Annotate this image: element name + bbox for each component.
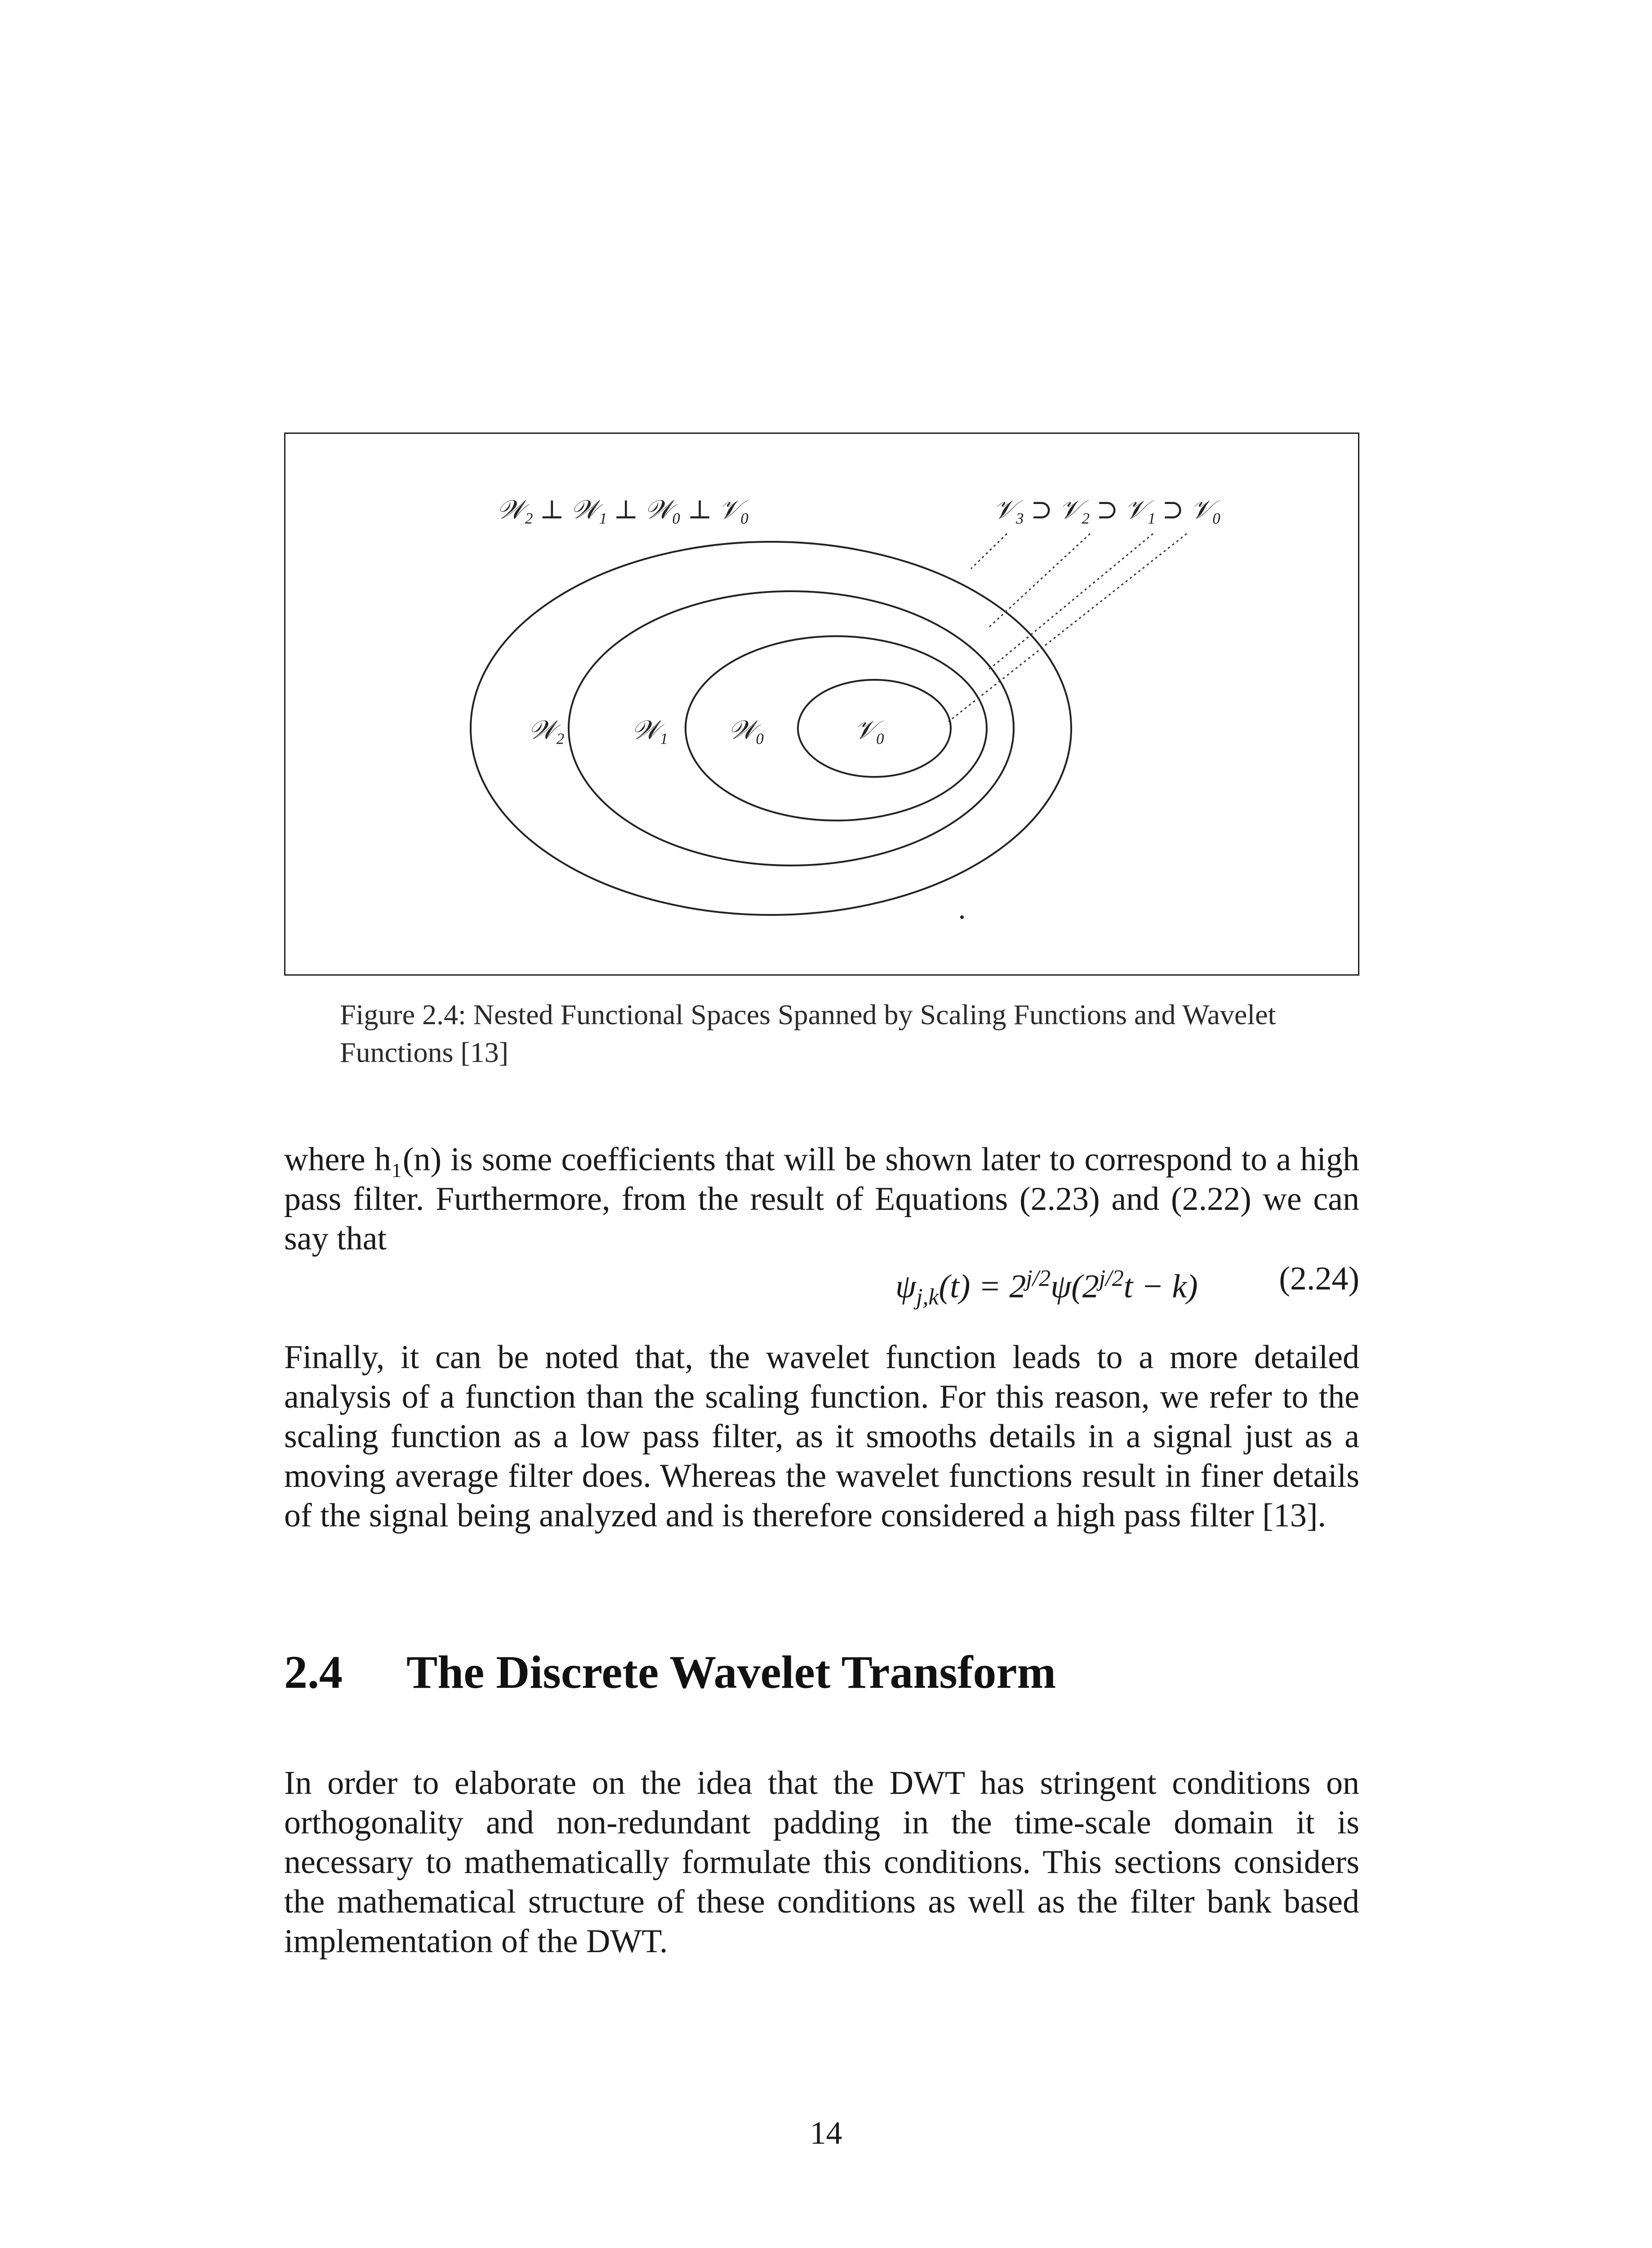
section-number: 2.4 [284, 1646, 343, 1698]
paragraph-intro: where h₁(n) is some coefficients that will be shown later to correspond to a high pass filter. Furthermore, from the result of Equations (2.23) and (2.22) we can say that [284, 1141, 1359, 1257]
nested-spaces-label: 𝒱₃ ⊃ 𝒱₂ ⊃ 𝒱₁ ⊃ 𝒱₀ [993, 495, 1221, 524]
paragraph-dwt-intro: In order to elaborate on the idea that the DWT has stringent conditions on orthogonality and non-redundant padding in the time-scale domain it is necessary to mathematically formulate this conditions. This sections considers the mathematical structure of these conditions as well as the filter bank based implementation of the DWT. [284, 1765, 1359, 1960]
ring-label-w0: 𝒲₀ [728, 715, 765, 745]
figure-nested-spaces [284, 433, 1359, 976]
ring-label-v0: 𝒱₀ [854, 715, 885, 745]
paragraph-wavelet-vs-scaling: Finally, it can be noted that, the wavelet function leads to a more detailed analysis of a function than the scaling function. For this reason, we refer to the scaling function as a low pass filter, as it smooths details in a signal just as a moving average filter does. Whereas the wavelet functions result in finer details of the signal being analyzed and is therefore considered a high pass filter [13]. [284, 1339, 1359, 1534]
leader-v1 [987, 534, 1153, 671]
ring-label-w2: 𝒲₂ [528, 715, 565, 745]
equation-expression: $\psi_{j,k}(t) = 2^{j/2}\psi(2^{j/2}t - k)$ [895, 1266, 1198, 1310]
orthogonal-spaces-label: 𝒲₂ ⊥ 𝒲₁ ⊥ 𝒲₀ ⊥ 𝒱₀ [497, 495, 749, 524]
equation-2-24 [284, 1259, 1359, 1310]
section-heading [284, 1643, 1056, 1702]
ring-label-w1: 𝒲₁ [632, 715, 668, 745]
page-number: 14 [810, 2115, 842, 2151]
leader-v2 [989, 534, 1090, 627]
figure-caption: Figure 2.4: Nested Functional Spaces Spanned by Scaling Functions and Wavelet Functions [13] [340, 999, 1276, 1068]
leader-v0 [948, 534, 1187, 722]
section-title: The Discrete Wavelet Transform [406, 1646, 1056, 1698]
equation-number: (2.24) [1279, 1260, 1359, 1297]
leader-v3 [971, 534, 1007, 569]
scan-dot [960, 915, 964, 919]
